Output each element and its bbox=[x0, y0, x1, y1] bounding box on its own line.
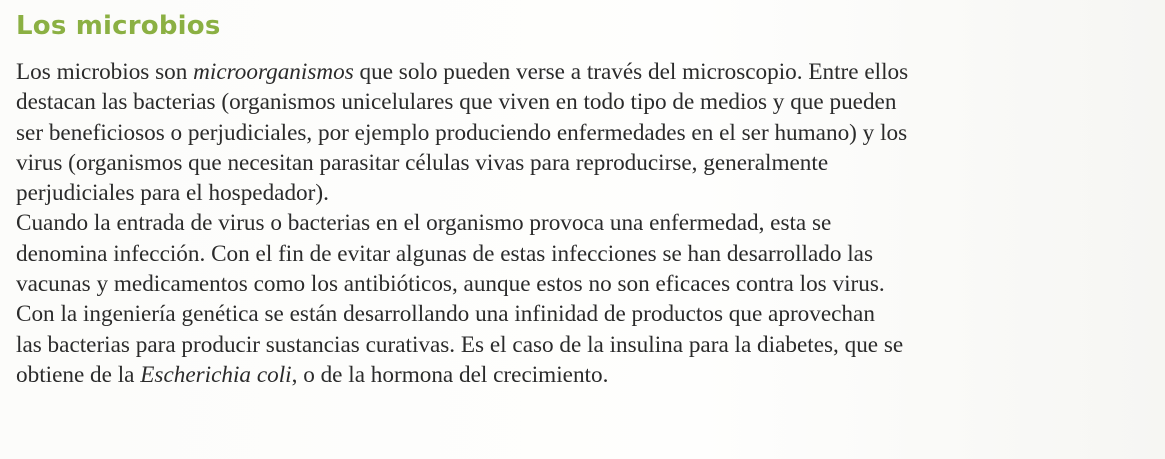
text-run: Cuando la entrada de virus o bacterias en el organismo provoca una enfermedad, esta se bbox=[16, 210, 832, 237]
text-line bbox=[16, 148, 1151, 178]
text-run: denomina infección. Con el fin de evitar algunas de estas infecciones se han desarrollado las bbox=[16, 240, 873, 267]
italic-term: Escherichia coli bbox=[140, 361, 292, 388]
text-line bbox=[16, 118, 1151, 148]
text-run: que solo pueden verse a través del microscopio. Entre ellos bbox=[353, 59, 909, 85]
text-line bbox=[16, 360, 1151, 390]
text-run: perjudiciales para el hospedador). bbox=[16, 180, 329, 207]
text-run: virus (organismos que necesitan parasitar células vivas para reproducirse, generalmente bbox=[16, 149, 829, 176]
text-run: Los microbios son bbox=[16, 59, 194, 85]
text-line bbox=[16, 87, 1151, 117]
text-run: ser beneficiosos o perjudiciales, por ejemplo produciendo enfermedades en el ser humano) y los bbox=[16, 119, 908, 146]
text-line bbox=[16, 269, 1151, 299]
text-run: las bacterias para producir sustancias curativas. Es el caso de la insulina para la diabetes, que se bbox=[16, 331, 904, 358]
text-run: Con la ingeniería genética se están desarrollando una infinidad de productos que aprovechan bbox=[16, 301, 875, 328]
text-line bbox=[16, 57, 1151, 87]
text-run: destacan las bacterias (organismos unicelulares que viven en todo tipo de medios y que pueden bbox=[16, 89, 897, 116]
text-run: obtiene de la bbox=[16, 361, 141, 388]
text-run: , o de la hormona del crecimiento. bbox=[291, 361, 609, 388]
text-line bbox=[16, 239, 1151, 269]
body-text bbox=[16, 57, 1151, 390]
text-line bbox=[16, 178, 1151, 208]
text-line bbox=[16, 330, 1151, 360]
text-line bbox=[16, 208, 1151, 238]
text-line bbox=[16, 299, 1151, 329]
text-run: vacunas y medicamentos como los antibióticos, aunque estos no son eficaces contra los virus. bbox=[16, 271, 885, 298]
italic-term: microorganismos bbox=[193, 59, 354, 85]
section-title: Los microbios bbox=[16, 11, 221, 41]
